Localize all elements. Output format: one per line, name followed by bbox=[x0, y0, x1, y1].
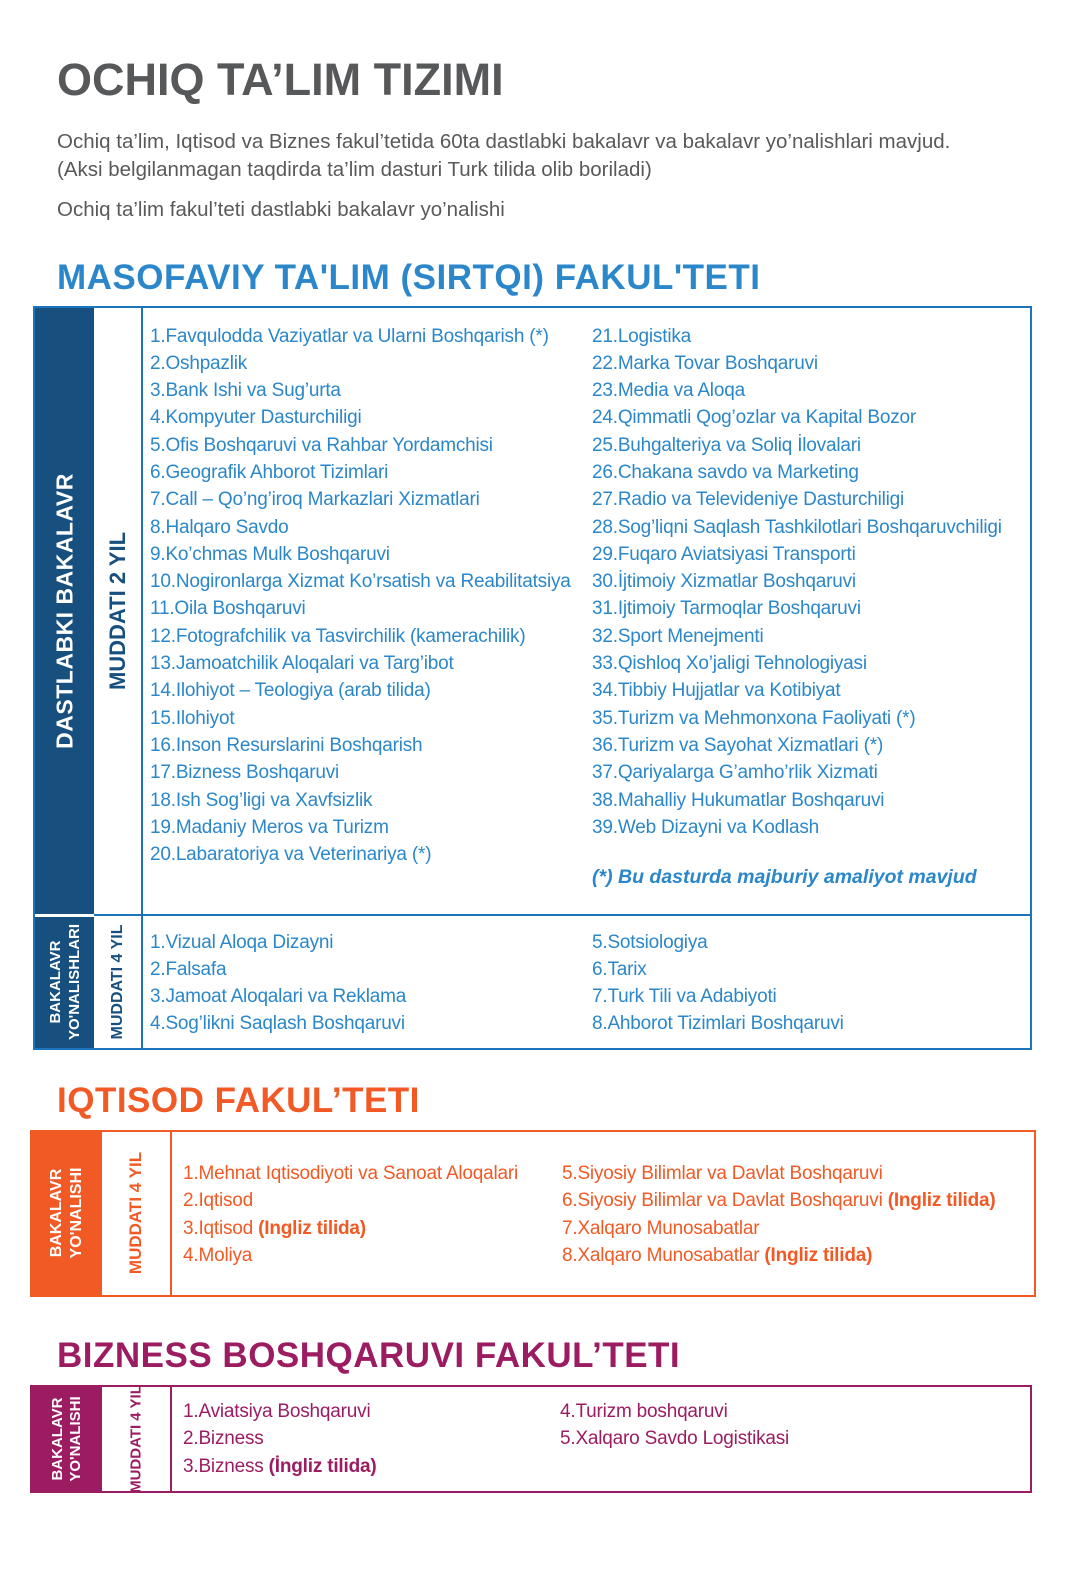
program-item: 13.Jamoatchilik Aloqalari va Targ’ibot bbox=[150, 653, 454, 675]
program-item: 3.Iqtisod (Ingliz tilida) bbox=[183, 1217, 366, 1239]
program-list-1-4 bbox=[183, 1160, 562, 1295]
program-item: 14.Ilohiyot – Teologiya (arab tilida) bbox=[150, 680, 431, 702]
iqtisod-table bbox=[30, 1130, 1036, 1297]
side-label bbox=[49, 1396, 85, 1481]
program-list-cell bbox=[143, 308, 1030, 914]
program-item: 33.Qishloq Xo’jaligi Tehnologiyasi bbox=[592, 653, 867, 675]
program-item: 5.Siyosiy Bilimlar va Davlat Boshqaruvi bbox=[562, 1162, 883, 1184]
program-item: 1.Mehnat Iqtisodiyoti va Sanoat Aloqalari bbox=[183, 1162, 519, 1184]
program-item: 12.Fotografchilik va Tasvirchilik (kamerachilik) bbox=[150, 625, 526, 647]
program-item: 38.Mahalliy Hukumatlar Boshqaruvi bbox=[592, 789, 885, 811]
program-item: 7.Call – Qo’ng’iroq Markazlari Xizmatlari bbox=[150, 489, 480, 511]
program-item: 18.Ish Sog’ligi va Xavfsizlik bbox=[150, 789, 373, 811]
side-label-cell bbox=[32, 1387, 102, 1491]
duration-cell bbox=[102, 1132, 172, 1295]
program-list-column-2 bbox=[592, 323, 1030, 914]
program-item: 37.Qariyalarga G’amho’rlik Xizmati bbox=[592, 762, 878, 784]
program-item: 27.Radio va Televideniye Dasturchiligi bbox=[592, 489, 905, 511]
duration-cell bbox=[94, 308, 143, 914]
side-label-line-1: BAKALAVR bbox=[48, 1168, 65, 1258]
program-item: 24.Qimmatli Qog’ozlar va Kapital Bozor bbox=[592, 407, 916, 429]
intro-subline: Ochiq ta’lim fakul’teti dastlabki bakalavr yo’nalishi bbox=[57, 198, 505, 221]
program-list-cell bbox=[143, 914, 1030, 1048]
program-item: 5.Sotsiologiya bbox=[592, 931, 708, 953]
program-list-1-4 bbox=[150, 929, 592, 1048]
program-item: 7.Turk Tili va Adabiyoti bbox=[592, 986, 777, 1008]
program-item: 39.Web Dizayni va Kodlash bbox=[592, 816, 819, 838]
program-item: 7.Xalqaro Munosabatlar bbox=[562, 1217, 760, 1239]
program-item: 1.Vizual Aloqa Dizayni bbox=[150, 931, 334, 953]
program-item: 2.Oshpazlik bbox=[150, 352, 248, 374]
iqtisod-row bbox=[32, 1132, 1034, 1295]
program-item: 23.Media va Aloqa bbox=[592, 380, 745, 402]
side-label-line-1: BAKALAVR bbox=[46, 940, 64, 1024]
program-item: 3.Bank Ishi va Sug’urta bbox=[150, 380, 341, 402]
faculty-heading-masofaviy: MASOFAVIY TA'LIM (SIRTQI) FAKUL'TETI bbox=[57, 257, 761, 297]
program-item: 8.Halqaro Savdo bbox=[150, 516, 289, 538]
program-item: 25.Buhgalteriya va Soliq İlovalari bbox=[592, 434, 861, 456]
program-item: 2.Iqtisod bbox=[183, 1190, 254, 1211]
intro-line-1: Ochiq ta’lim, Iqtisod va Biznes fakul’tetida 60ta dastlabki bakalavr va bakalavr yo’nalishlari mavjud. bbox=[57, 130, 951, 153]
dastlabki-bakalavr-row bbox=[35, 308, 1030, 914]
side-label-cell bbox=[35, 914, 94, 1048]
document-page bbox=[0, 54, 1075, 1579]
bakalavr-yonalishlari-row bbox=[35, 914, 1030, 1048]
intro-paragraph bbox=[57, 128, 1018, 183]
program-item: 3.Jamoat Aloqalari va Reklama bbox=[150, 986, 407, 1008]
program-item: 1.Aviatsiya Boshqaruvi bbox=[183, 1400, 371, 1422]
program-item: 11.Oila Boshqaruvi bbox=[150, 598, 306, 620]
mandatory-internship-note: (*) Bu dasturda majburiy amaliyot mavjud bbox=[592, 866, 977, 889]
program-item: 4.Kompyuter Dasturchiligi bbox=[150, 407, 362, 429]
program-item: 17.Bizness Boshqaruvi bbox=[150, 762, 340, 784]
program-item: 16.Inson Resurslarini Boshqarish bbox=[150, 734, 423, 756]
program-list-5-8 bbox=[592, 929, 844, 1048]
program-item: 19.Madaniy Meros va Turizm bbox=[150, 816, 389, 838]
duration-label: MUDDATI 4 YIL bbox=[127, 1384, 145, 1493]
bizness-table bbox=[30, 1385, 1032, 1493]
program-item: 28.Sog’liqni Saqlash Tashkilotlari Boshqaruvchiligi bbox=[592, 516, 1002, 538]
program-item: 36.Turizm va Sayohat Xizmatlari (*) bbox=[592, 734, 884, 756]
program-list-cell bbox=[172, 1387, 1030, 1491]
program-item: 29.Fuqaro Aviatsiyasi Transporti bbox=[592, 543, 856, 565]
side-label-line-2: YO'NALISHI bbox=[67, 1395, 84, 1482]
faculty-heading-iqtisod: IQTISOD FAKUL’TETI bbox=[57, 1080, 420, 1120]
program-item: 2.Bizness bbox=[183, 1428, 264, 1449]
bizness-row bbox=[32, 1384, 1030, 1493]
program-list-cell bbox=[172, 1132, 1034, 1295]
program-item: 26.Chakana savdo va Marketing bbox=[592, 461, 859, 483]
program-list-4-5 bbox=[560, 1398, 789, 1491]
duration-label: MUDDATI 4 YIL bbox=[108, 924, 126, 1039]
program-item: 9.Ko’chmas Mulk Boshqaruvi bbox=[150, 543, 390, 565]
program-item: 32.Sport Menejmenti bbox=[592, 625, 764, 647]
duration-label: MUDDATI 4 YIL bbox=[126, 1151, 145, 1275]
program-list-1-20 bbox=[150, 323, 592, 914]
program-item: 4.Turizm boshqaruvi bbox=[560, 1400, 728, 1422]
program-item: 8.Ahborot Tizimlari Boshqaruvi bbox=[592, 1013, 844, 1035]
duration-label: MUDDATI 2 YIL bbox=[104, 531, 130, 690]
side-label bbox=[46, 924, 84, 1040]
program-item: 10.Nogironlarga Xizmat Ko’rsatish va Reabilitatsiya bbox=[150, 571, 571, 593]
program-item: 6.Siyosiy Bilimlar va Davlat Boshqaruvi (Ingliz tilida) bbox=[562, 1190, 996, 1211]
program-item: 5.Ofis Boshqaruvi va Rahbar Yordamchisi bbox=[150, 434, 493, 456]
program-item: 6.Geografik Ahborot Tizimlari bbox=[150, 461, 389, 483]
program-item: 5.Xalqaro Savdo Logistikasi bbox=[560, 1428, 790, 1449]
program-item: 3.Bizness (İngliz tilida) bbox=[183, 1455, 377, 1477]
side-label-line-2: YO'NALISHLARI bbox=[65, 923, 83, 1041]
faculty-heading-bizness: BIZNESS BOSHQARUVI FAKUL’TETI bbox=[57, 1335, 681, 1375]
program-item: 4.Sog’likni Saqlash Boshqaruvi bbox=[150, 1013, 405, 1035]
program-item: 2.Falsafa bbox=[150, 958, 227, 980]
program-item: 4.Moliya bbox=[183, 1245, 253, 1266]
program-item: 31.Ijtimoiy Tarmoqlar Boshqaruvi bbox=[592, 598, 861, 620]
side-label bbox=[47, 1168, 87, 1259]
side-label-line-2: YO'NALISHI bbox=[68, 1167, 85, 1259]
program-item: 8.Xalqaro Munosabatlar (Ingliz tilida) bbox=[562, 1245, 873, 1266]
program-item: 30.İjtimoiy Xizmatlar Boshqaruvi bbox=[592, 571, 856, 593]
side-label: DASTLABKI BAKALAVR bbox=[51, 472, 77, 749]
intro-line-2: (Aksi belgilanmagan taqdirda ta’lim dasturi Turk tilida olib boriladi) bbox=[57, 157, 652, 181]
program-item: 15.Ilohiyot bbox=[150, 707, 235, 729]
side-label-line-1: BAKALAVR bbox=[49, 1396, 66, 1481]
program-list-5-8 bbox=[562, 1160, 996, 1295]
program-item: 21.Logistika bbox=[592, 325, 692, 347]
duration-cell bbox=[94, 914, 143, 1048]
program-item: 22.Marka Tovar Boshqaruvi bbox=[592, 352, 818, 374]
program-item: 35.Turizm va Mehmonxona Faoliyati (*) bbox=[592, 707, 916, 729]
program-item: 20.Labaratoriya va Veterinariya (*) bbox=[150, 844, 432, 866]
program-list-21-39 bbox=[592, 323, 1030, 842]
program-item: 34.Tibbiy Hujjatlar va Kotibiyat bbox=[592, 680, 841, 702]
masofaviy-table bbox=[33, 306, 1032, 1050]
program-item: 6.Tarix bbox=[592, 958, 647, 980]
program-list-1-3 bbox=[183, 1398, 560, 1491]
duration-cell bbox=[102, 1384, 172, 1493]
page-title: OCHIQ TA’LIM TIZIMI bbox=[57, 54, 504, 105]
side-label-cell bbox=[35, 308, 94, 914]
side-label-cell bbox=[32, 1132, 102, 1295]
program-item: 1.Favqulodda Vaziyatlar va Ularni Boshqarish (*) bbox=[150, 325, 549, 347]
